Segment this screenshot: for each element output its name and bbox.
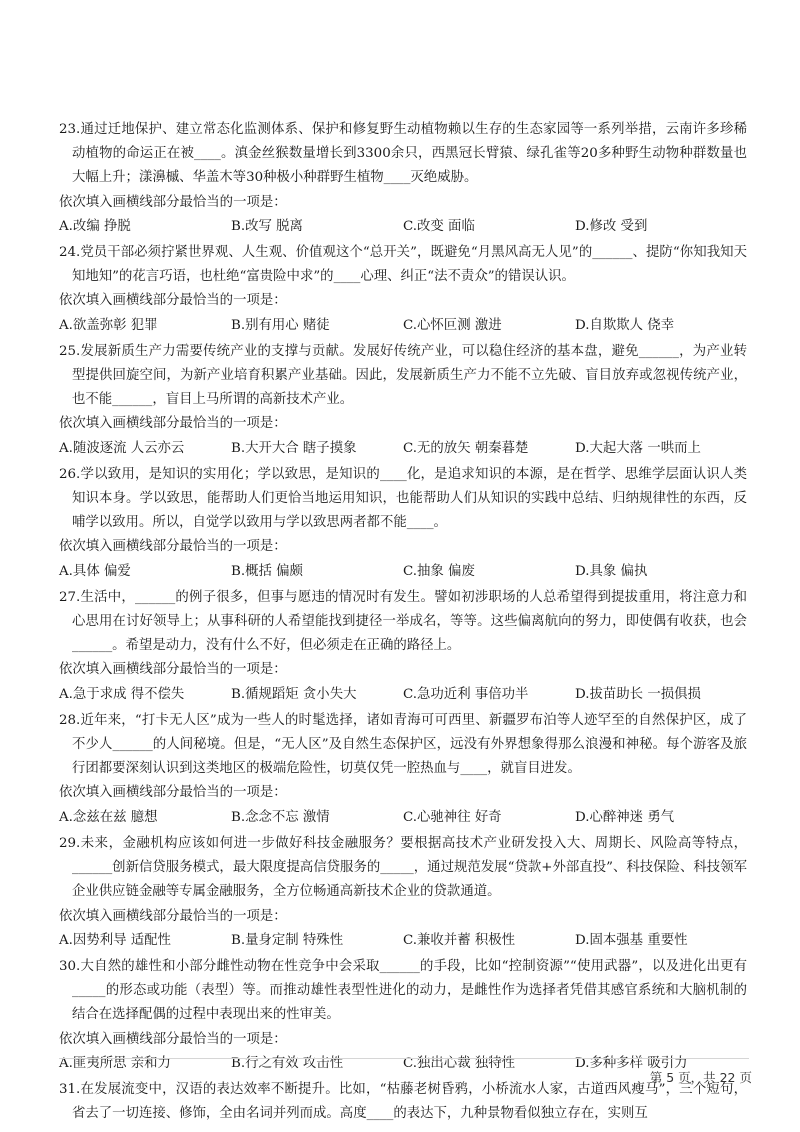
option-c: C.兼收并蓄 积极性: [403, 932, 516, 948]
option-row: [59, 314, 747, 338]
question-24: [59, 241, 747, 338]
option-c: C.独出心裁 独特性: [403, 1055, 516, 1071]
option-c: C.心怀叵测 激进: [403, 317, 502, 333]
option-row: [59, 560, 747, 584]
option-b: B.改写 脱离: [231, 218, 303, 234]
option-b: B.概括 偏颇: [231, 563, 303, 579]
option-row: [59, 1052, 747, 1076]
option-b: B.念念不忘 激情: [231, 809, 330, 825]
option-b: B.循规蹈矩 贪小失大: [231, 686, 357, 702]
question-25: [59, 340, 747, 461]
question-instruction: 依次填入画横线部分最恰当的一项是：: [59, 194, 287, 210]
question-stem: 24.党员干部必须拧紧世界观、人生观、价值观这个“总开关”，既避免“月黑风高无人见”的______、提防“你知我知天知地知”的花言巧语，也杜绝“富贵险中求”的____心理、纠正“法不责众”的错误认识。: [59, 245, 747, 285]
option-c: C.心驰神往 好奇: [403, 809, 502, 825]
option-row: [59, 437, 747, 461]
option-a: A.改编 挣脱: [59, 218, 131, 234]
footer-divider: [59, 1058, 749, 1059]
option-b: B.行之有效 攻击性: [231, 1055, 344, 1071]
question-stem: 30.大自然的雄性和小部分雌性动物在性竞争中会采取______的手段，比如“控制资源”“使用武器”，以及进化出更有_____的形态或功能（表型）等。而推动雄性表型性进化的动力，是雌性作为选择者凭借其感官系统和大脑机制的结合在选择配偶的过程中表现出来的性审美。: [59, 958, 747, 1023]
option-d: D.具象 偏执: [575, 563, 648, 579]
option-d: D.固本强基 重要性: [575, 932, 688, 948]
option-row: [59, 215, 747, 239]
question-23: [59, 118, 747, 239]
option-a: A.匪夷所思 亲和力: [59, 1055, 171, 1071]
option-b: B.量身定制 特殊性: [231, 932, 344, 948]
option-d: D.修改 受到: [575, 218, 648, 234]
option-d: D.心醉神迷 勇气: [575, 809, 675, 825]
option-a: A.因势利导 适配性: [59, 932, 171, 948]
question-instruction: 依次填入画横线部分最恰当的一项是：: [59, 785, 287, 801]
option-c: C.抽象 偏废: [403, 563, 475, 579]
option-d: D.多种多样 吸引力: [575, 1055, 688, 1071]
question-instruction: 依次填入画横线部分最恰当的一项是：: [59, 1031, 287, 1047]
option-c: C.急功近利 事倍功半: [403, 686, 529, 702]
option-row: [59, 683, 747, 707]
question-list: [59, 118, 747, 1126]
option-b: B.别有用心 赌徒: [231, 317, 330, 333]
option-a: A.欲盖弥彰 犯罪: [59, 317, 158, 333]
question-instruction: 依次填入画横线部分最恰当的一项是：: [59, 539, 287, 555]
question-31: [59, 1078, 747, 1126]
question-28: [59, 709, 747, 830]
option-c: C.无的放矢 朝秦暮楚: [403, 440, 529, 456]
question-stem: 31.在发展流变中，汉语的表达效率不断提升。比如，“枯藤老树昏鸦，小桥流水人家，古道西风瘦马”，三个短句，省去了一切连接、修饰，全由名词并列而成。高度____的表达下，九种景物看似独立存在，实则互: [59, 1081, 747, 1122]
question-instruction: 依次填入画横线部分最恰当的一项是：: [59, 662, 287, 678]
question-stem: 25.发展新质生产力需要传统产业的支撑与贡献。发展好传统产业，可以稳住经济的基本盘，避免______，为产业转型提供回旋空间，为新产业培育积累产业基础。因此，发展新质生产力不能不立先破、盲目放弃或忽视传统产业，也不能______，盲目上马所谓的高新技术产业。: [59, 343, 747, 408]
option-a: A.急于求成 得不偿失: [59, 686, 185, 702]
question-stem: 27.生活中，______的例子很多，但事与愿违的情况时有发生。譬如初涉职场的人总希望得到提拔重用，将注意力和心思用在讨好领导上；从事科研的人希望能找到捷径一举成名，等等。这些偏离航向的努力，即使偶有收获，也会______。希望是动力，没有什么不好，但必须走在正确的路径上。: [59, 589, 747, 654]
question-stem: 29.未来，金融机构应该如何进一步做好科技金融服务？要根据高技术产业研发投入大、周期长、风险高等特点，______创新信贷服务模式，最大限度提高信贷服务的_____，通过规范发展“贷款+外部直投”、科技保险、科技领军企业供应链金融等专属金融服务，全方位畅通高新技术企业的贷款通道。: [59, 835, 747, 900]
question-29: [59, 832, 747, 953]
question-instruction: 依次填入画横线部分最恰当的一项是：: [59, 908, 287, 924]
option-d: D.拔苗助长 一损俱损: [575, 686, 701, 702]
question-stem: 23.通过迁地保护、建立常态化监测体系、保护和修复野生动植物赖以生存的生态家园等一系列举措，云南许多珍稀动植物的命运正在被____。滇金丝猴数量增长到3300余只，西黑冠长臂猿、绿孔雀等20多种野生动物种群数量也大幅上升；漾濞槭、华盖木等30种极小种群野生植物____灭绝威胁。: [59, 122, 747, 186]
option-a: A.具体 偏爱: [59, 563, 131, 579]
question-instruction: 依次填入画横线部分最恰当的一项是：: [59, 416, 287, 432]
option-a: A.念兹在兹 臆想: [59, 809, 158, 825]
option-row: [59, 806, 747, 830]
question-stem: 26.学以致用，是知识的实用化；学以致思，是知识的____化，是追求知识的本源，是在哲学、思维学层面认识人类知识本身。学以致思，能帮助人们更恰当地运用知识，也能帮助人们从知识的实践中总结、归纳规律性的东西，反哺学以致用。所以，自觉学以致用与学以致思两者都不能____。: [59, 466, 747, 531]
question-27: [59, 586, 747, 707]
option-d: D.自欺欺人 侥幸: [575, 317, 675, 333]
page-number: 第 5 页，共 22 页: [649, 1070, 752, 1085]
option-row: [59, 929, 747, 953]
question-stem: 28.近年来，“打卡无人区”成为一些人的时髦选择，诸如青海可可西里、新疆罗布泊等人迹罕至的自然保护区，成了不少人______的人间秘境。但是，“无人区”及自然生态保护区，远没有外界想象得那么浪漫和神秘。每个游客及旅行团都要深刻认识到这类地区的极端危险性，切莫仅凭一腔热血与____，就盲目进发。: [59, 712, 747, 777]
option-c: C.改变 面临: [403, 218, 475, 234]
question-instruction: 依次填入画横线部分最恰当的一项是：: [59, 293, 287, 309]
question-26: [59, 463, 747, 584]
option-d: D.大起大落 一哄而上: [575, 440, 701, 456]
option-b: B.大开大合 瞎子摸象: [231, 440, 357, 456]
option-a: A.随波逐流 人云亦云: [59, 440, 185, 456]
